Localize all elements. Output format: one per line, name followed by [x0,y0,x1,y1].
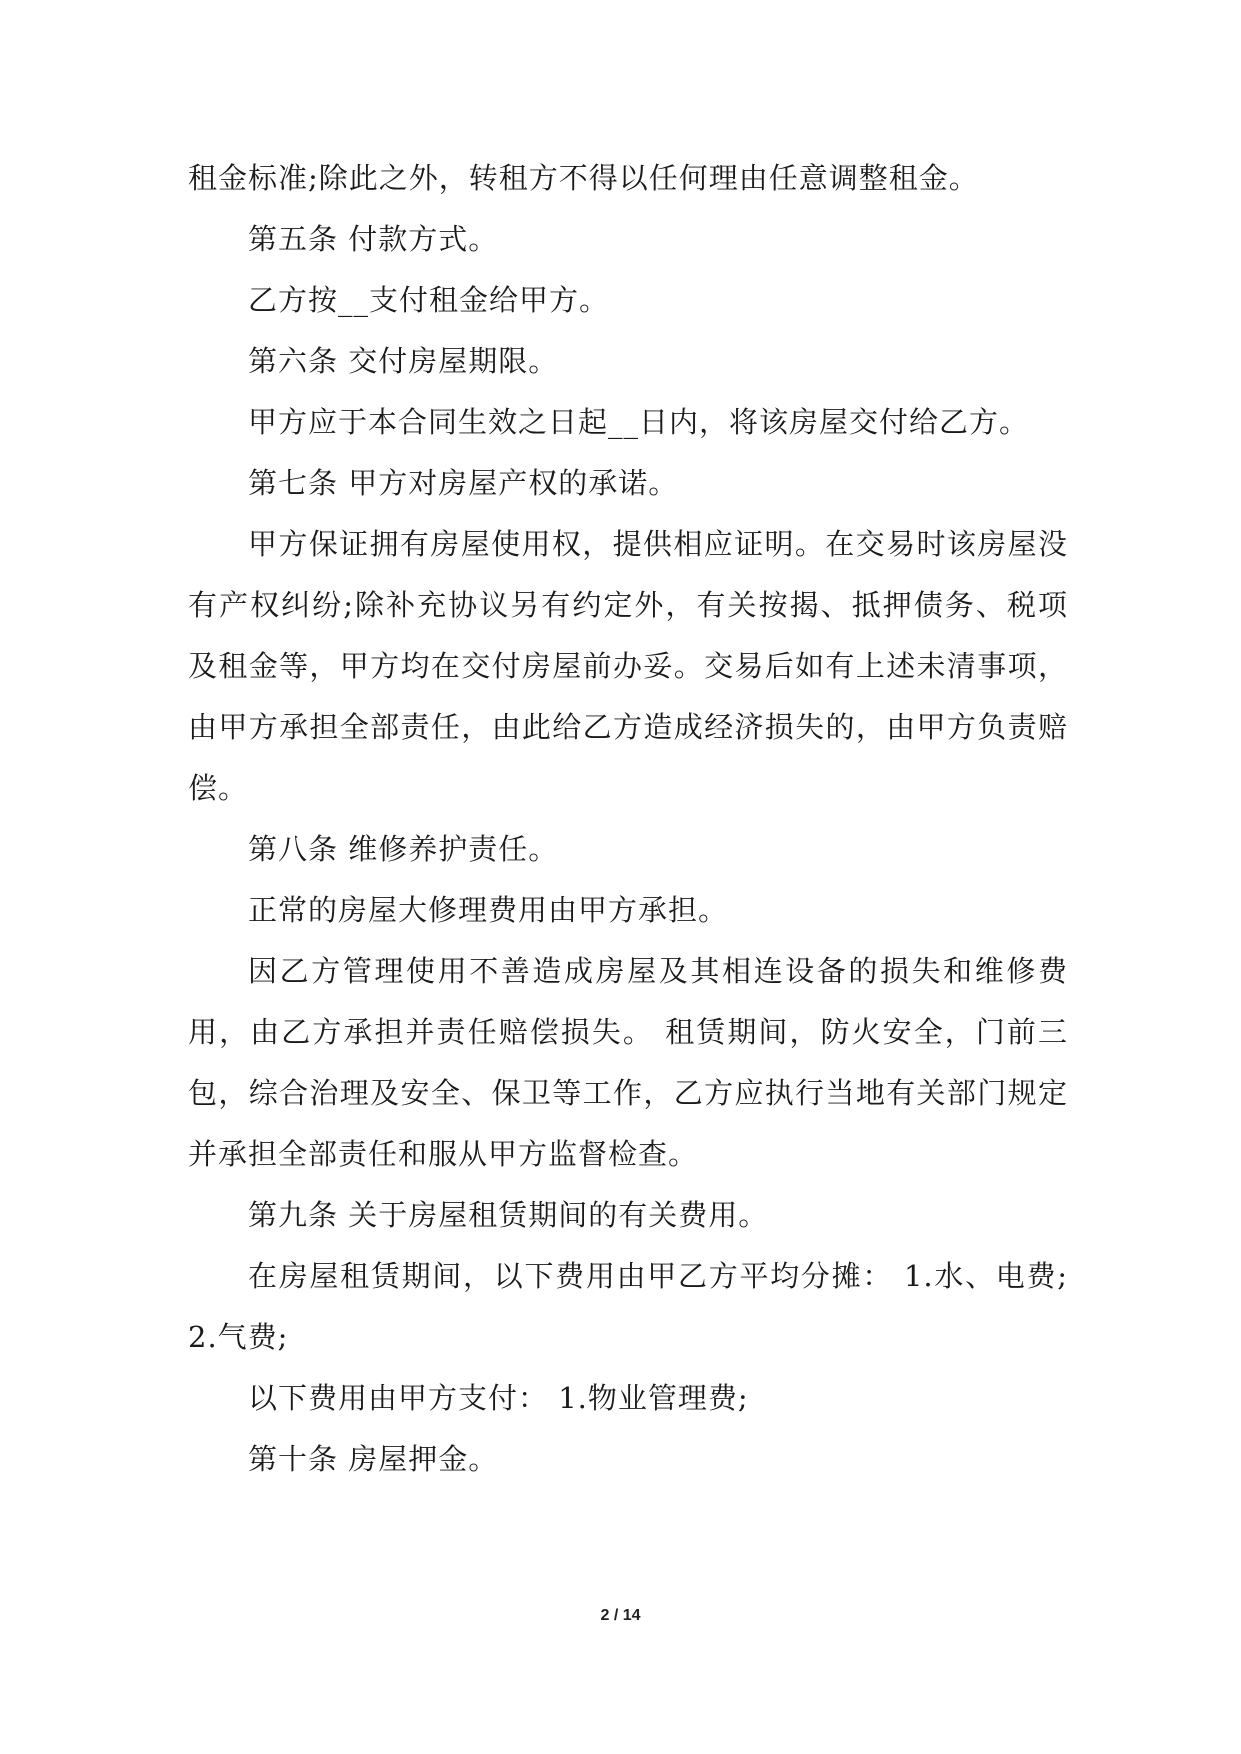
article-5-heading: 第五条 付款方式。 [248,222,499,256]
page-number: 2 / 14 [600,1607,641,1624]
document-body [188,148,1068,1490]
article-10-heading: 第十条 房屋押金。 [248,1442,499,1476]
article-6-heading: 第六条 交付房屋期限。 [248,344,559,378]
article-7-heading: 第七条 甲方对房屋产权的承诺。 [248,466,679,500]
paragraph-delivery: 甲方应于本合同生效之日起__日内，将该房屋交付给乙方。 [248,405,1030,439]
paragraph-damage-liability: 因乙方管理使用不善造成房屋及其相连设备的损失和维修费用，由乙方承担并责任赔偿损失。 租赁期间，防火安全，门前三包，综合治理及安全、保卫等工作，乙方应执行当地有关部门规定并承担全部责任和服从甲方监督检查。 [188,954,1068,1171]
paragraph-rent-standard: 租金标准;除此之外，转租方不得以任何理由任意调整租金。 [188,161,979,195]
paragraph-party-a-fees: 以下费用由甲方支付： 1.物业管理费; [248,1381,749,1415]
article-8-heading: 第八条 维修养护责任。 [248,832,559,866]
paragraph-payment: 乙方按__支付租金给甲方。 [248,283,610,317]
paragraph-property-rights: 甲方保证拥有房屋使用权，提供相应证明。在交易时该房屋没有产权纠纷;除补充协议另有约定外，有关按揭、抵押债务、税项及租金等，甲方均在交付房屋前办妥。交易后如有上述未清事项，由甲方承担全部责任，由此给乙方造成经济损失的，由甲方负责赔偿。 [188,527,1068,805]
paragraph-major-repair: 正常的房屋大修理费用由甲方承担。 [248,893,729,927]
article-9-heading: 第九条 关于房屋租赁期间的有关费用。 [248,1198,769,1232]
paragraph-shared-fees: 在房屋租赁期间，以下费用由甲乙方平均分摊： 1.水、电费;2.气费; [188,1259,1068,1354]
